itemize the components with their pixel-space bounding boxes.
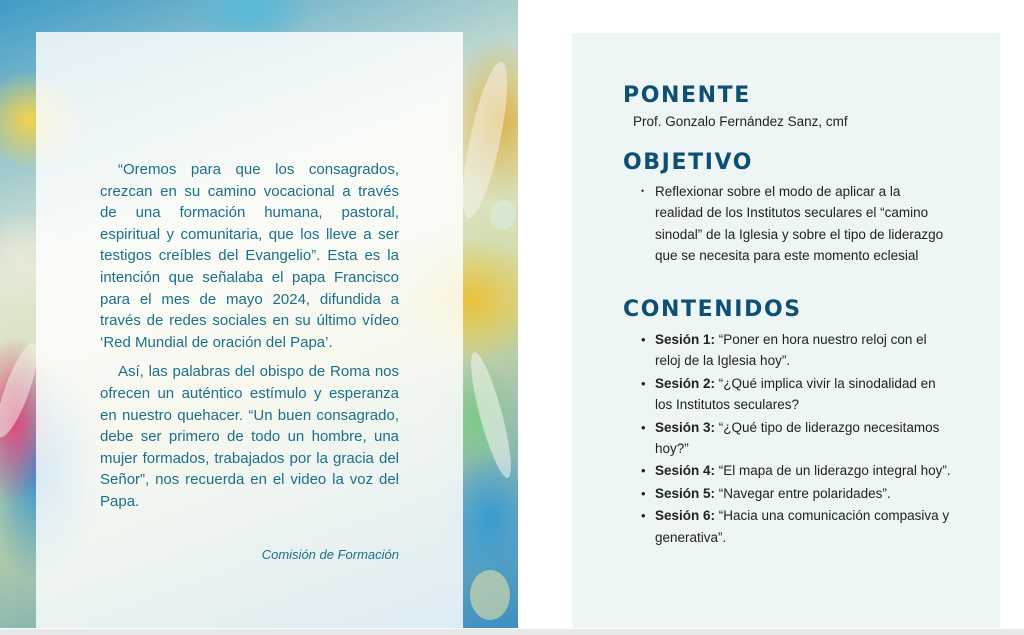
session-item <box>655 483 955 504</box>
session-text: “El mapa de un liderazgo integral hoy”. <box>715 463 951 479</box>
session-label: Sesión 3: <box>655 419 716 435</box>
session-label: Sesión 5: <box>655 485 716 501</box>
contenidos-list <box>655 329 955 549</box>
session-item <box>655 460 955 481</box>
session-item <box>655 373 955 416</box>
speaker-name: Prof. Gonzalo Fernández Sanz, cmf <box>633 114 848 129</box>
program-info-box <box>572 33 1000 628</box>
objetivo-list <box>655 181 945 267</box>
paint-streak <box>490 200 516 230</box>
session-label: Sesión 2: <box>655 375 716 391</box>
paint-streak <box>464 349 518 480</box>
paint-streak <box>470 570 510 620</box>
paint-streak <box>454 59 517 222</box>
page-bottom-edge <box>0 629 1024 635</box>
objetivo-item: • Reflexionar sobre el modo de aplicar a la realidad de los Institutos seculares el “camino sinodal” de la Iglesia y sobre el tipo de liderazgo que se necesita para este momento eclesial <box>655 181 945 267</box>
session-item <box>655 329 955 372</box>
session-text: “Poner en hora nuestro reloj con el reloj de la Iglesia hoy”. <box>655 332 927 369</box>
intro-paragraph-2: Así, las palabras del obispo de Roma nos ofrecen un auténtico estímulo y esperanza en nuestro quehacer. “Un buen consagrado, debe ser primero de todo un hombre, una mujer formados, trabajados por la gracia del Señor”, nos recuerda en el video la voz del Papa. <box>100 363 399 510</box>
session-label: Sesión 1: <box>655 332 716 347</box>
ponente-heading: PONENTE <box>623 83 751 108</box>
session-text: “¿Qué implica vivir la sinodalidad en los Institutos seculares? <box>655 375 936 413</box>
session-item <box>655 417 955 460</box>
session-text: “Hacia una comunicación compasiva y generativa”. <box>655 508 950 545</box>
session-label: Sesión 4: <box>655 463 716 479</box>
session-label: Sesión 6: <box>655 508 716 524</box>
contenidos-heading: CONTENIDOS <box>623 297 802 322</box>
objetivo-heading: OBJETIVO <box>623 150 754 175</box>
intro-text-panel <box>36 32 463 628</box>
signature: Comisión de Formación <box>261 547 399 562</box>
session-text: “¿Qué tipo de liderazgo necesitamos hoy?” <box>655 419 940 457</box>
session-text: “Navegar entre polaridades”. <box>715 485 891 501</box>
intro-paragraph-1: “Oremos para que los consagrados, crezcan en su camino vocacional a través de una formación humana, pastoral, espiritual y comunitaria, que los lleve a ser testigos creíbles del Evangelio”. Esta es la intención que señalaba el papa Francisco para el mes de mayo 2024, difundida a través de redes sociales en su último vídeo ‘Red Mundial de oración del Papa’. <box>100 161 399 351</box>
session-item <box>655 505 955 548</box>
